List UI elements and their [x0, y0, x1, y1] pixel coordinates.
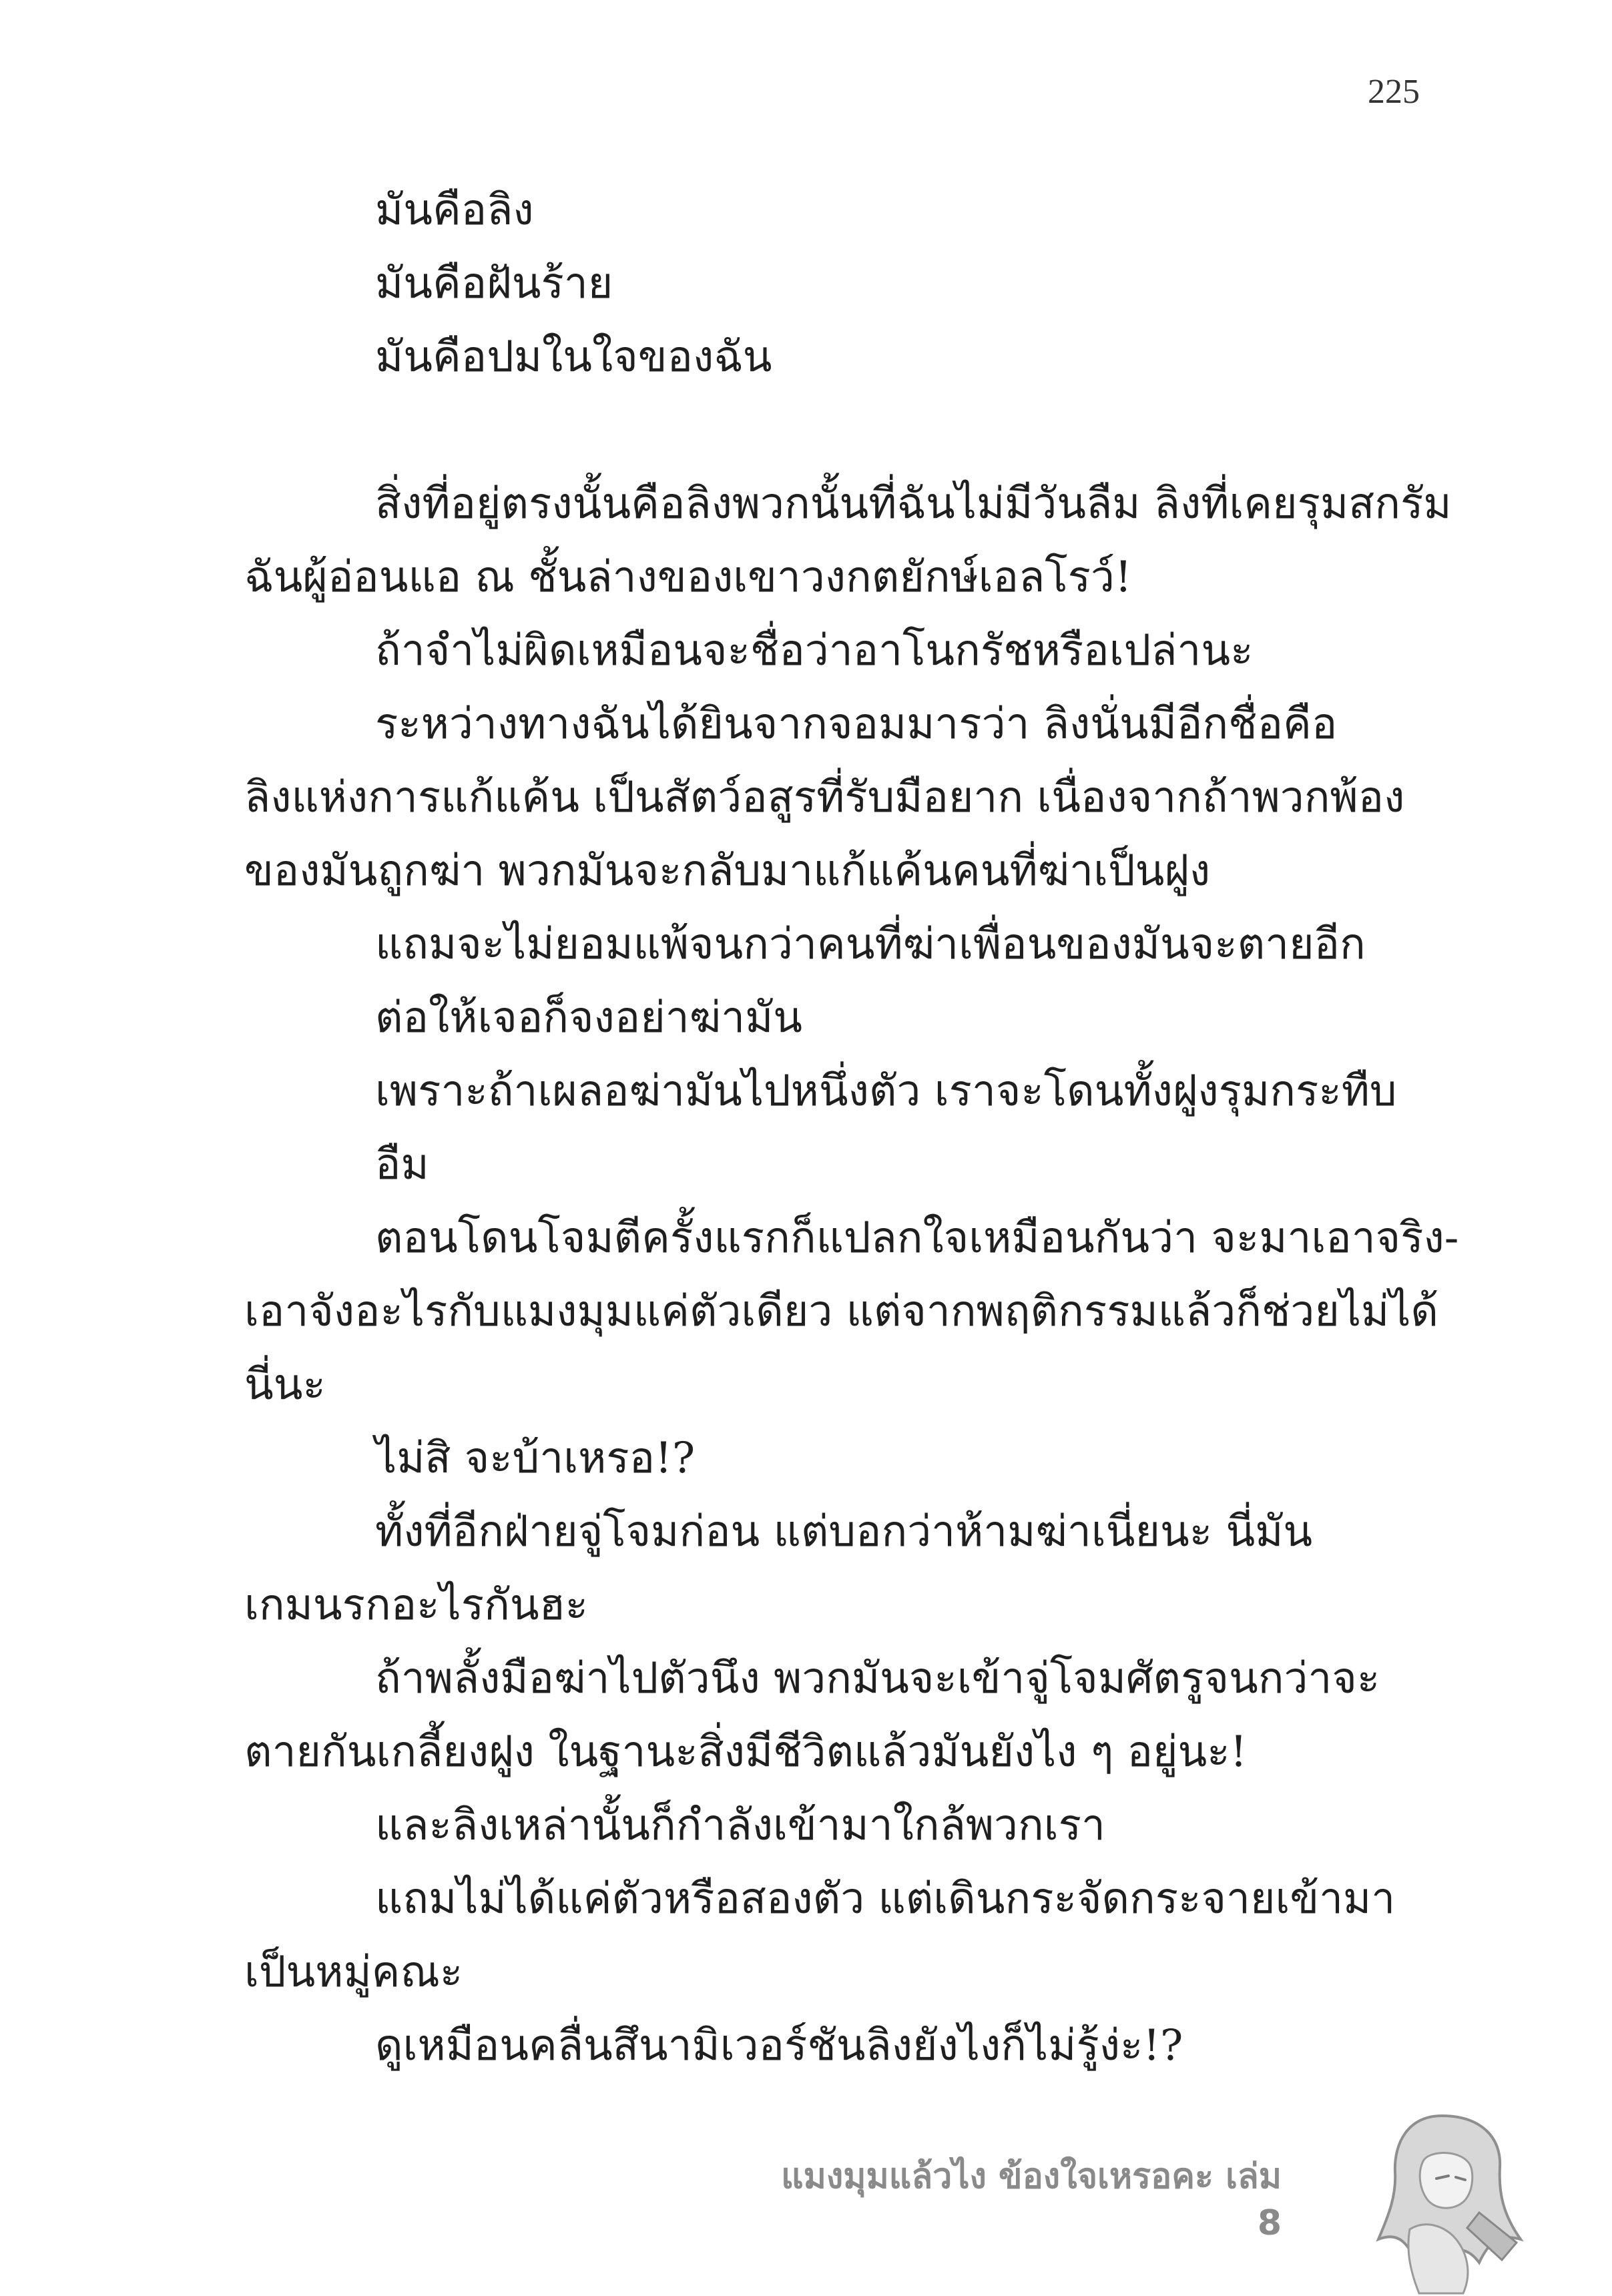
text-line: ลิงแห่งการแก้แค้น เป็นสัตว์อสูรที่รับมือยาก เนื่องจากถ้าพวกพ้อง — [244, 773, 1405, 822]
text-line: ตายกันเกลี้ยงฝูง ในฐานะสิ่งมีชีวิตแล้วมันยังไง ๆ อยู่นะ! — [244, 1727, 1248, 1777]
text-line: และลิงเหล่านั้นก็กำลังเข้ามาใกล้พวกเรา — [375, 1801, 1105, 1850]
text-line: ระหว่างทางฉันได้ยินจากจอมมารว่า ลิงนั่นมีอีกชื่อคือ — [375, 699, 1338, 749]
text-line: ถ้าจำไม่ผิดเหมือนจะชื่อว่าอาโนกรัชหรือเปล่านะ — [375, 626, 1254, 675]
text-line: เป็นหมู่คณะ — [244, 1948, 463, 1997]
text-line: เกมนรกอะไรกันฮะ — [244, 1581, 588, 1630]
text-line: ไม่สิ จะบ้าเหรอ!? — [375, 1434, 696, 1483]
text-line: แถมไม่ได้แค่ตัวหรือสองตัว แต่เดินกระจัดกระจายเข้ามา — [375, 1874, 1396, 1924]
text-line: อืม — [375, 1140, 429, 1189]
text-line: เอาจังอะไรกับแมงมุมแค่ตัวเดียว แต่จากพฤติกรรมแล้วก็ช่วยไม่ได้ — [244, 1287, 1438, 1336]
text-line: ถ้าพลั้งมือฆ่าไปตัวนึง พวกมันจะเข้าจู่โจมศัตรูจนกว่าจะ — [375, 1654, 1380, 1703]
running-footer-title: แมงมุมแล้วไง ข้องใจเหรอคะ เล่ม 8 — [781, 2157, 1282, 2243]
text-line: มันคือปมในใจของฉัน — [375, 332, 772, 382]
character-illustration-icon — [1362, 2102, 1535, 2296]
text-line: ต่อให้เจอก็จงอย่าฆ่ามัน — [375, 993, 802, 1043]
text-line: แถมจะไม่ยอมแพ้จนกว่าคนที่ฆ่าเพื่อนของมันจะตายอีก — [375, 920, 1366, 969]
text-line: สิ่งที่อยู่ตรงนั้นคือลิงพวกนั้นที่ฉันไม่มีวันลืม ลิงที่เคยรุมสกรัม — [375, 479, 1452, 529]
text-line: ฉันผู้อ่อนแอ ณ ชั้นล่างของเขาวงกตยักษ์เอลโรว์! — [244, 553, 1132, 602]
text-line: ทั้งที่อีกฝ่ายจู่โจมก่อน แต่บอกว่าห้ามฆ่าเนี่ยนะ นี่มัน — [375, 1507, 1313, 1556]
text-line: ดูเหมือนคลื่นสึนามิเวอร์ชันลิงยังไงก็ไม่รู้ง่ะ!? — [375, 2021, 1183, 2070]
text-line: มันคือฝันร้าย — [375, 259, 613, 308]
text-line: มันคือลิง — [375, 186, 534, 235]
text-line: เพราะถ้าเผลอฆ่ามันไปหนึ่งตัว เราจะโดนทั้งฝูงรุมกระทืบ — [375, 1067, 1397, 1116]
text-line: ตอนโดนโจมตีครั้งแรกก็แปลกใจเหมือนกันว่า จะมาเอาจริง- — [375, 1213, 1459, 1263]
text-line: ของมันถูกฆ่า พวกมันจะกลับมาแก้แค้นคนที่ฆ่าเป็นฝูง — [244, 846, 1211, 896]
text-line: นี่นะ — [244, 1360, 326, 1410]
page-number: 225 — [1368, 73, 1420, 111]
